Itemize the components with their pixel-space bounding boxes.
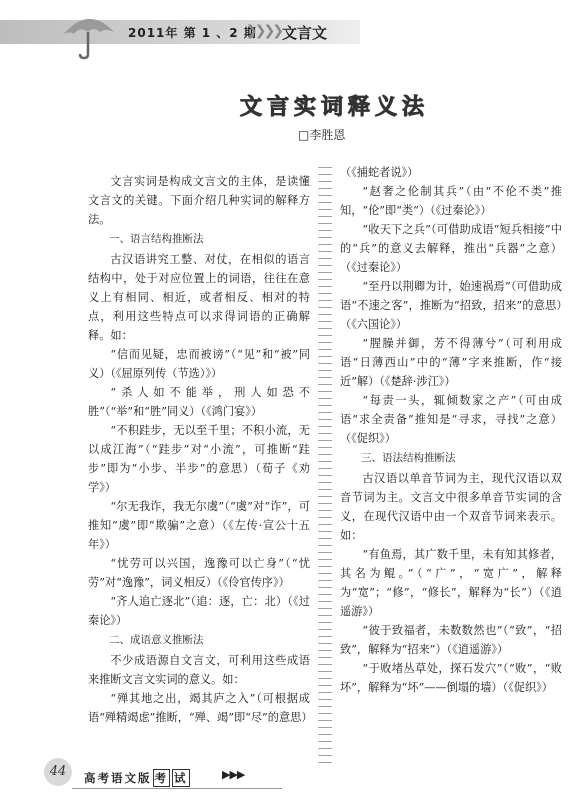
publication-name xyxy=(84,769,191,787)
paragraph: 文言实词是构成文言文的主体，是读懂文言文的关键。下面介绍几种实词的解释方法。 xyxy=(88,175,310,226)
footer-arrows-icon: ▶▶▶ xyxy=(222,768,245,781)
section-name: 文言文 xyxy=(282,24,328,42)
chevron-right-icon: ❯❯❯❯ xyxy=(246,23,281,39)
paragraph: “尔无我诈，我无尔虞”（“虞”对“诈”，可推知“虞”即“欺骗”之意）（《左传·宣公十五年》） xyxy=(88,500,310,551)
paragraph: 古汉语讲究工整、对仗，在相似的语言结构中，处于对应位置上的词语，往往在意义上有相同、相近，或者相反、相对的特点，利用这些特点可以求得词语的正确解释。如： xyxy=(88,253,310,342)
paragraph: “收天下之兵”（可借助成语“短兵相接”中的“兵”的意义去解释，推出“兵器”之意）（《过秦论》） xyxy=(340,223,562,274)
column-divider xyxy=(318,165,332,763)
paragraph: “忧劳可以兴国，逸豫可以亡身”（“忧劳”对“逸豫”，词义相反）（《伶官传序》） xyxy=(88,557,310,589)
paragraph: 古汉语以单音节词为主，现代汉语以双音节词为主。文言文中很多单音节实词的含义，在现代汉语中由一个双音节词来表示。如： xyxy=(340,472,562,542)
paragraph: “殚其地之出，竭其庐之入”（可根据成语“殚精竭虑”推断，“殚、竭”即“尽”的意思） xyxy=(88,692,313,724)
paragraph: （《捕蛇者说》） xyxy=(340,166,419,179)
paragraph: “有鱼焉，其广数千里，未有知其修者，其名为鲲。”（“广”，“宽广”，解释为“宽”；“修”，“修长”，解释为“长”）（《逍遥游》） xyxy=(340,548,562,618)
publication-box-2: 试 xyxy=(174,771,188,785)
article-title: 文言实词释义法 xyxy=(240,95,430,120)
paragraph: “信而见疑，忠而被谤”（“见”和“被”同义）（《屈原列传（节选）》） xyxy=(88,348,310,380)
paragraph: “至丹以荆卿为计，始速祸焉”（可借助成语“不速之客”，推断为“招致，招来”的意思）（《六国论》） xyxy=(340,280,562,331)
paragraph: “不积跬步，无以至千里；不积小流，无以成江海”（“跬步”对“小流”，可推断“跬步”即为“小步、半步”的意思）（荀子《劝学》） xyxy=(88,424,310,494)
section-heading: 三、语法结构推断法 xyxy=(361,452,456,464)
paragraph: “于败堵丛草处，探石发穴”（“败”，“败坏”，解释为“坏”——倒塌的墙）（《促织》） xyxy=(340,662,562,694)
paragraph: “杀人如不能举，刑人如恐不胜”（“举”和“胜”同义）（《鸿门宴》） xyxy=(88,386,310,418)
left-column xyxy=(88,172,313,727)
footer-rule xyxy=(72,788,282,789)
section-heading: 一、语言结构推断法 xyxy=(109,233,204,245)
umbrella-icon xyxy=(58,8,118,60)
paragraph: “齐人追亡逐北”（追：逐，亡：北）（《过秦论》） xyxy=(88,595,310,627)
paragraph: “彼于致福者，未数数然也”（“致”，“招致”，解释为“招来”）（《逍遥游》） xyxy=(340,624,562,656)
paragraph: “赵奢之伦制其兵”（由“不伦不类”推知，“伦”即“类”）（《过秦论》） xyxy=(340,185,562,217)
publication-box-1: 考 xyxy=(154,771,168,785)
paragraph: “每责一头，辄倾数家之产”（可由成语“求全责备”推知是“寻求，寻找”之意）（《促织》） xyxy=(340,394,562,445)
publication-title: 高考语文版 xyxy=(84,771,152,785)
issue-label: 2011年 第 1 、2 期 xyxy=(128,26,257,40)
section-heading: 二、成语意义推断法 xyxy=(109,634,204,646)
paragraph: 不少成语源自文言文，可利用这些成语来推断文言文实词的意义。如： xyxy=(88,654,310,686)
page-number: 44 xyxy=(44,758,72,786)
article-author: □李胜恩 xyxy=(298,128,346,142)
right-column xyxy=(340,163,562,697)
paragraph: “腥臊并御，芳不得薄兮”（可利用成语“日薄西山”中的“薄”字来推断，作“接近”解）（《楚辞·涉江》） xyxy=(340,337,562,388)
